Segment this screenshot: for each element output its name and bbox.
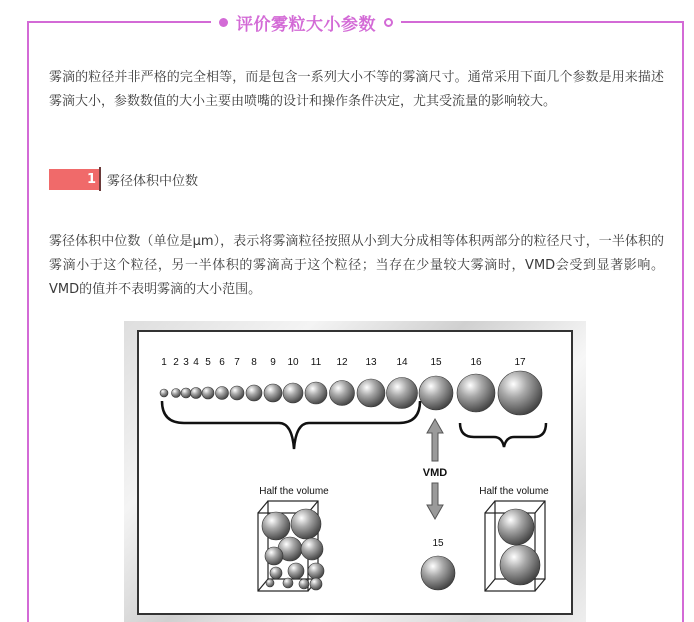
droplet-size-number: 12 — [336, 357, 348, 368]
droplet-size-number: 4 — [193, 357, 199, 368]
volume-droplet-sphere — [301, 538, 323, 560]
volume-droplet-sphere — [266, 579, 274, 587]
ring-dot-icon — [384, 18, 393, 27]
droplet-sphere — [498, 371, 542, 415]
item-number-divider — [99, 167, 101, 191]
item-label: 雾径体积中位数 — [107, 173, 199, 189]
intro-paragraph: 雾滴的粒径并非严格的完全相等，而是包含一系列大小不等的雾滴尺寸。通常采用下面几个参数是用来描述雾滴大小，参数数值的大小主要由喷嘴的设计和操作条件决定，尤其受流量的影响较大。 — [49, 70, 664, 109]
vmd-description: 雾径体积中位数（单位是μm），表示将雾滴粒径按照从小到大分成相等体积两部分的粒径尺寸，一半体积的雾滴小于这个粒径，另一半体积的雾滴高于这个粒径；当存在少量较大雾滴时，VMD会受到显著影响。VMD的值并不表明雾滴的大小范围。 — [49, 234, 664, 297]
droplet-size-number: 1 — [161, 357, 167, 368]
volume-droplet-sphere — [310, 578, 322, 590]
droplet-size-number: 2 — [173, 357, 179, 368]
droplet-sphere — [305, 382, 327, 404]
median-size-label: 15 — [432, 538, 444, 549]
droplet-size-number: 10 — [287, 357, 299, 368]
volume-droplet-sphere — [262, 512, 290, 540]
droplet-size-number: 9 — [270, 357, 276, 368]
droplet-sphere — [230, 386, 244, 400]
item-heading — [49, 167, 198, 191]
volume-droplet-sphere — [308, 563, 324, 579]
droplet-sphere — [419, 376, 453, 410]
section-header — [211, 8, 401, 36]
droplet-size-number: 17 — [514, 357, 526, 368]
droplet-sphere — [202, 387, 214, 399]
volume-droplet-sphere — [498, 509, 534, 545]
droplet-sphere — [172, 389, 181, 398]
vmd-diagram — [124, 321, 586, 622]
droplet-sphere — [246, 385, 262, 401]
section-title: 评价雾粒大小参数 — [236, 14, 376, 35]
droplet-size-number: 6 — [219, 357, 225, 368]
volume-droplet-sphere — [299, 579, 309, 589]
droplet-sphere — [181, 388, 191, 398]
droplet-sphere — [264, 384, 282, 402]
filled-dot-icon — [219, 18, 228, 27]
droplet-size-number: 5 — [205, 357, 211, 368]
droplet-size-number: 14 — [396, 357, 408, 368]
droplet-sphere — [160, 389, 168, 397]
droplet-sphere — [191, 388, 202, 399]
droplet-sphere — [283, 383, 303, 403]
droplet-size-number: 13 — [365, 357, 377, 368]
vmd-label: VMD — [422, 467, 448, 479]
droplet-sphere — [457, 374, 495, 412]
droplet-sphere — [387, 378, 418, 409]
volume-droplet-sphere — [421, 556, 455, 590]
droplet-size-number: 3 — [183, 357, 189, 368]
droplet-size-number: 11 — [310, 357, 322, 368]
left-half-volume-label: Half the volume — [259, 486, 329, 497]
volume-droplet-sphere — [283, 578, 293, 588]
volume-droplet-sphere — [270, 567, 282, 579]
droplet-size-number: 16 — [470, 357, 482, 368]
right-half-volume-label: Half the volume — [479, 486, 549, 497]
droplet-sphere — [357, 379, 385, 407]
droplet-sphere — [330, 381, 355, 406]
droplet-size-number: 7 — [234, 357, 240, 368]
volume-droplet-sphere — [500, 545, 540, 585]
droplet-size-number: 15 — [430, 357, 442, 368]
vmd-diagram-svg — [124, 321, 586, 622]
volume-droplet-sphere — [265, 547, 283, 565]
volume-droplet-sphere — [288, 563, 304, 579]
item-number-badge: 1 — [49, 169, 99, 190]
droplet-sphere — [216, 387, 229, 400]
droplet-size-number: 8 — [251, 357, 257, 368]
volume-droplet-sphere — [291, 509, 321, 539]
